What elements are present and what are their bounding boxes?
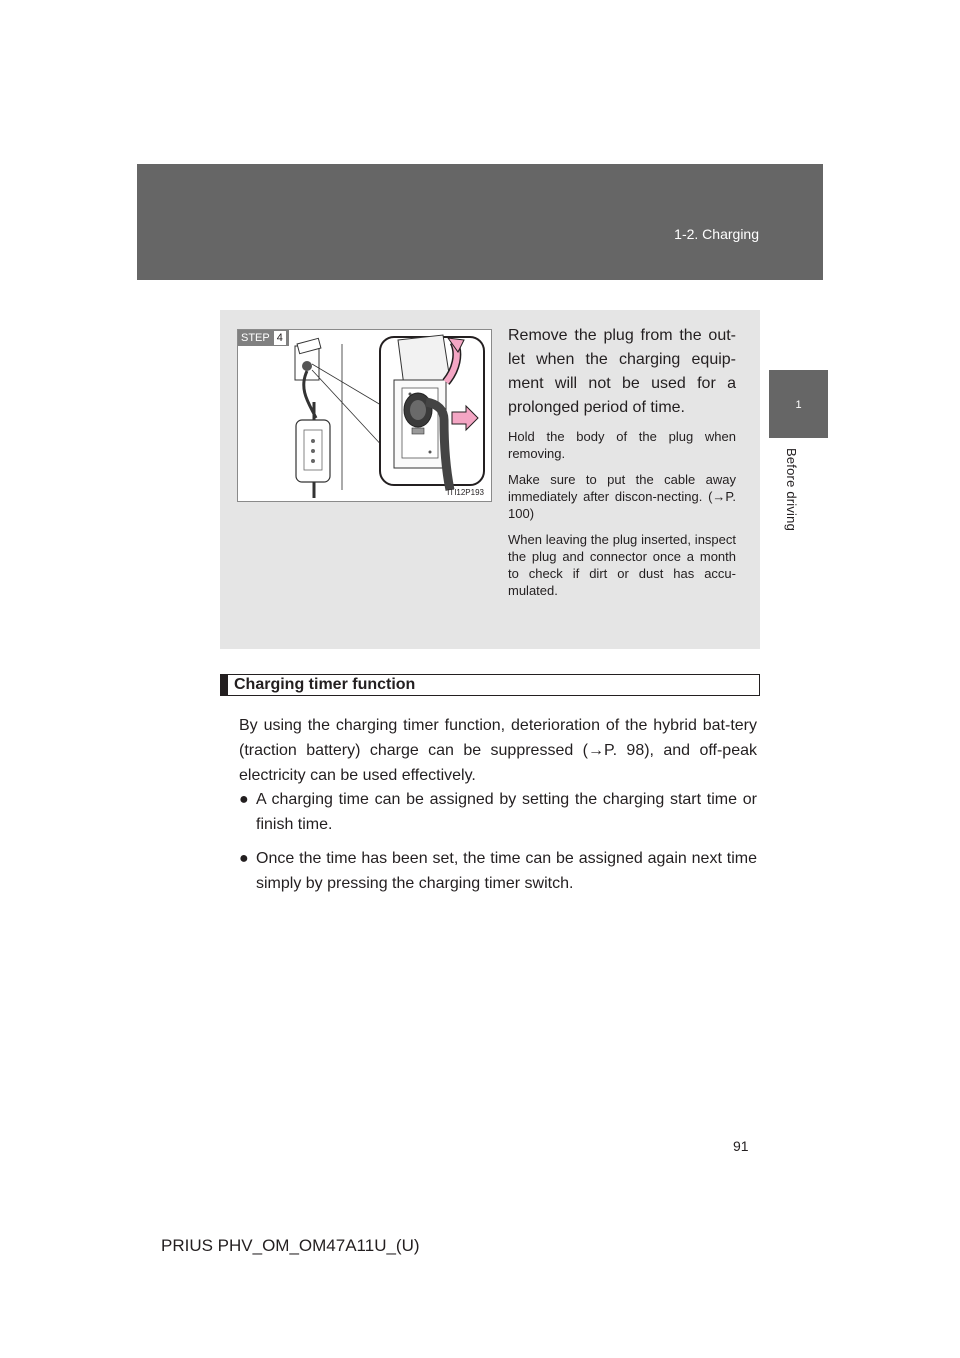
step-number: 4 xyxy=(274,331,286,345)
subheading-marker xyxy=(221,675,228,695)
bullet-item xyxy=(239,846,757,896)
chapter-number: 1 xyxy=(795,399,802,411)
subheading-bar xyxy=(220,674,760,696)
step-instruction: Remove the plug from the out-let when the charging equip-ment will not be used for a prolonged period of time. xyxy=(508,327,736,416)
bullet-text: A charging time can be assigned by setting the charging start time or finish time. xyxy=(256,791,757,833)
document-id: PRIUS PHV_OM_OM47A11U_(U) xyxy=(161,1236,420,1255)
chapter-tab xyxy=(769,370,828,438)
step-illustration xyxy=(237,329,492,502)
bullet-icon: ● xyxy=(239,850,249,867)
header-band xyxy=(137,164,823,280)
page-number: 91 xyxy=(733,1138,749,1154)
outlet-unplug-illustration xyxy=(238,330,493,503)
subheading: Charging timer function xyxy=(234,676,416,693)
section-title: 1-2. Charging xyxy=(674,226,759,242)
step-note: When leaving the plug inserted, inspect the plug and connector once a month to check if dirt or dust has accu-mulated. xyxy=(508,532,736,598)
step-badge xyxy=(238,330,289,346)
step-panel xyxy=(220,310,760,649)
step-label: STEP xyxy=(241,332,270,344)
step-text-block xyxy=(508,324,736,608)
bullet-icon: ● xyxy=(239,791,249,808)
bullet-text: Once the time has been set, the time can be assigned again next time simply by pressing the charging timer switch. xyxy=(256,850,757,892)
figure-code: ITI12P193 xyxy=(447,488,484,497)
step-note: Make sure to put the cable away immediately after discon-necting. (→P. 100) xyxy=(508,472,736,521)
chapter-label: Before driving xyxy=(784,448,799,532)
body-paragraph: By using the charging timer function, deterioration of the hybrid bat-tery (traction battery) charge can be suppressed (→P. 98), and off-peak electricity can be used effectively. xyxy=(239,717,757,784)
step-note: Hold the body of the plug when removing. xyxy=(508,429,736,461)
bullet-item xyxy=(239,787,757,837)
